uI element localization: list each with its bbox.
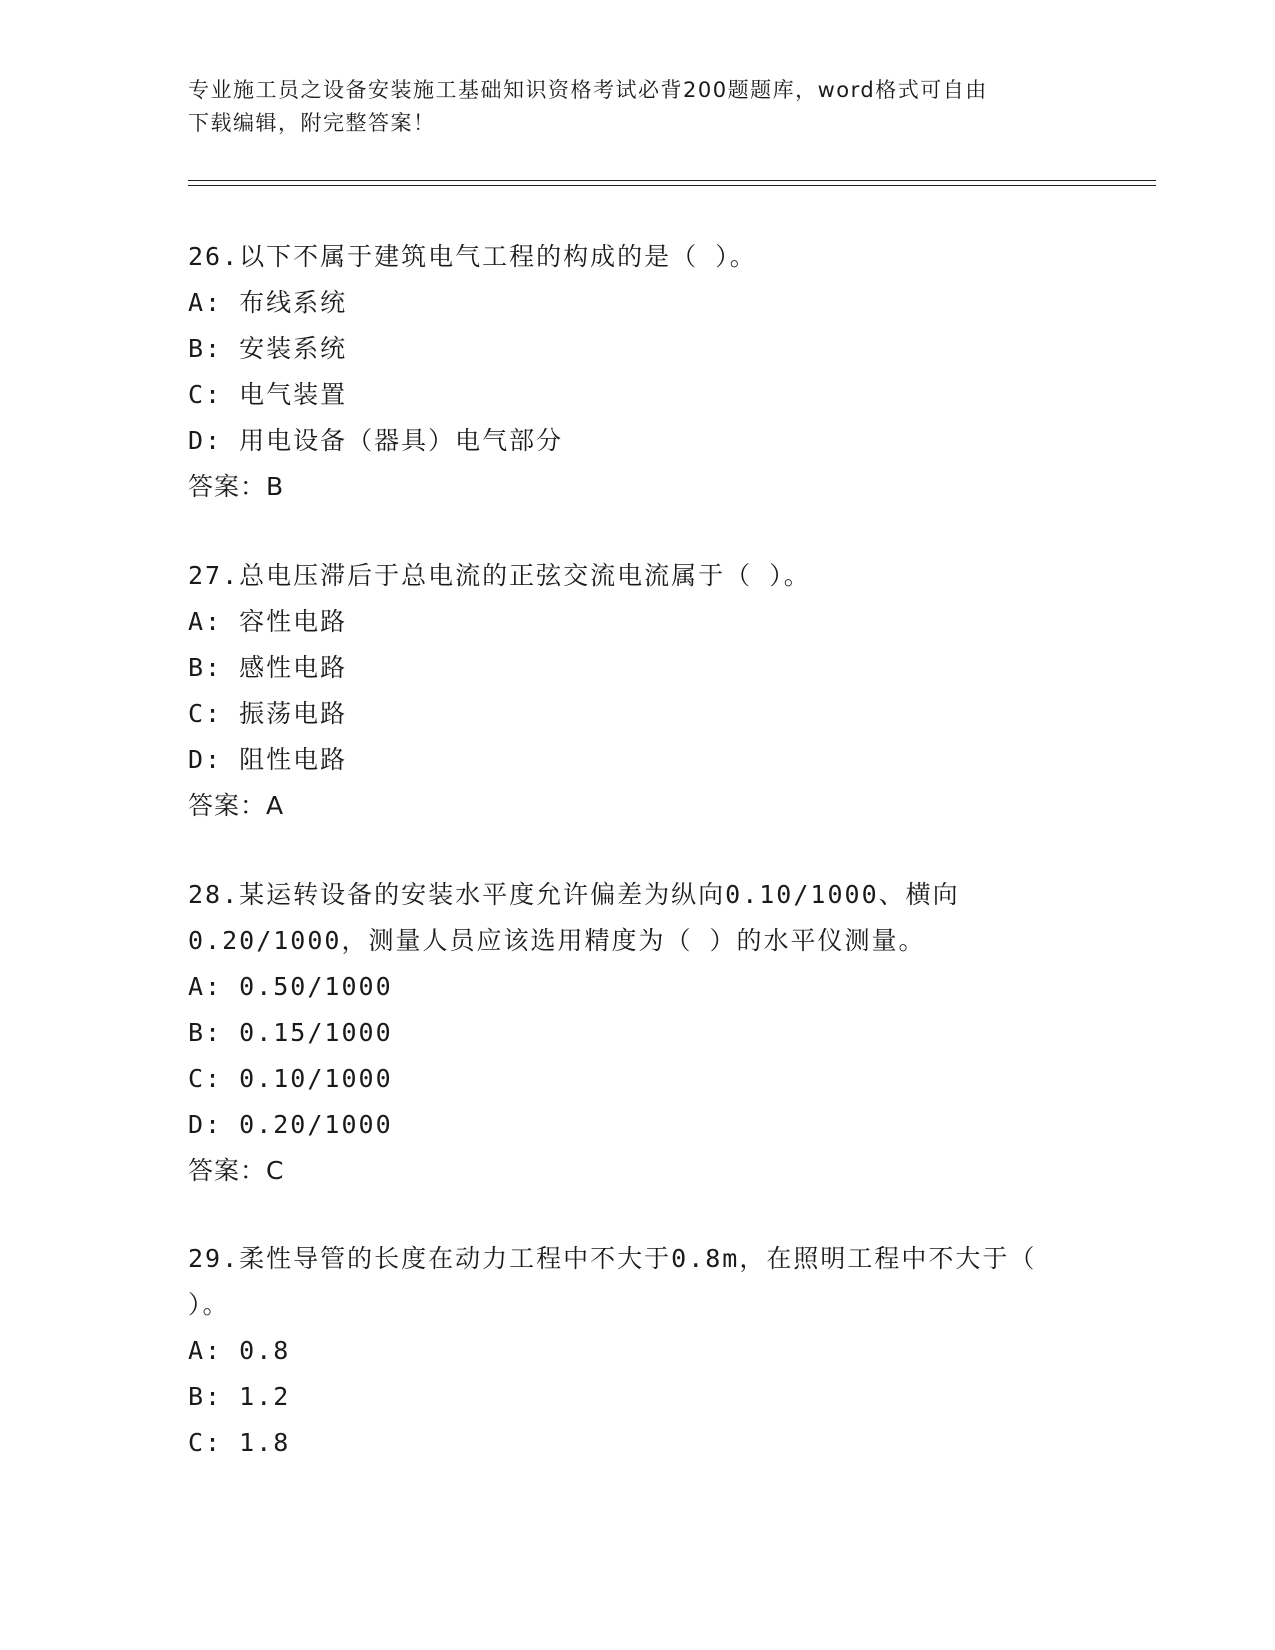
header-line-2: 下载编辑，附完整答案！ xyxy=(188,111,436,135)
question-28 xyxy=(188,872,1088,1194)
option-d: D: 阻性电路 xyxy=(188,745,348,774)
option-b: B: 0.15/1000 xyxy=(188,1018,393,1047)
option-b: B: 1.2 xyxy=(188,1382,291,1411)
option-d: D: 0.20/1000 xyxy=(188,1110,393,1139)
option-c: C: 0.10/1000 xyxy=(188,1064,393,1093)
option-b: B: 安装系统 xyxy=(188,334,348,363)
option-c: C: 振荡电路 xyxy=(188,699,348,728)
question-26 xyxy=(188,234,1088,510)
option-a: A: 布线系统 xyxy=(188,288,348,317)
header-divider-bottom xyxy=(188,185,1156,186)
header-divider-top xyxy=(188,180,1156,181)
question-text-line-1: 29.柔性导管的长度在动力工程中不大于0.8m，在照明工程中不大于（ xyxy=(188,1244,1037,1273)
answer-line: 答案：A xyxy=(188,791,285,820)
option-b: B: 感性电路 xyxy=(188,653,348,682)
question-29 xyxy=(188,1236,1088,1466)
option-c: C: 1.8 xyxy=(188,1428,291,1457)
question-27 xyxy=(188,553,1088,829)
answer-line: 答案：B xyxy=(188,472,285,501)
question-text: 27.总电压滞后于总电流的正弦交流电流属于（ ）。 xyxy=(188,561,811,590)
answer-line: 答案：C xyxy=(188,1156,285,1185)
document-header xyxy=(188,74,1078,140)
option-c: C: 电气装置 xyxy=(188,380,348,409)
question-text-line-1: 28.某运转设备的安装水平度允许偏差为纵向0.10/1000、横向 xyxy=(188,880,960,909)
header-line-1: 专业施工员之设备安装施工基础知识资格考试必背200题题库，word格式可自由 xyxy=(188,78,988,102)
question-text-line-2: 0.20/1000，测量人员应该选用精度为（ ）的水平仪测量。 xyxy=(188,926,926,955)
option-a: A: 0.8 xyxy=(188,1336,291,1365)
option-a: A: 容性电路 xyxy=(188,607,348,636)
question-text-line-2: ）。 xyxy=(188,1290,230,1319)
question-text: 26.以下不属于建筑电气工程的构成的是（ ）。 xyxy=(188,242,757,271)
option-d: D: 用电设备（器具）电气部分 xyxy=(188,426,564,455)
option-a: A: 0.50/1000 xyxy=(188,972,393,1001)
